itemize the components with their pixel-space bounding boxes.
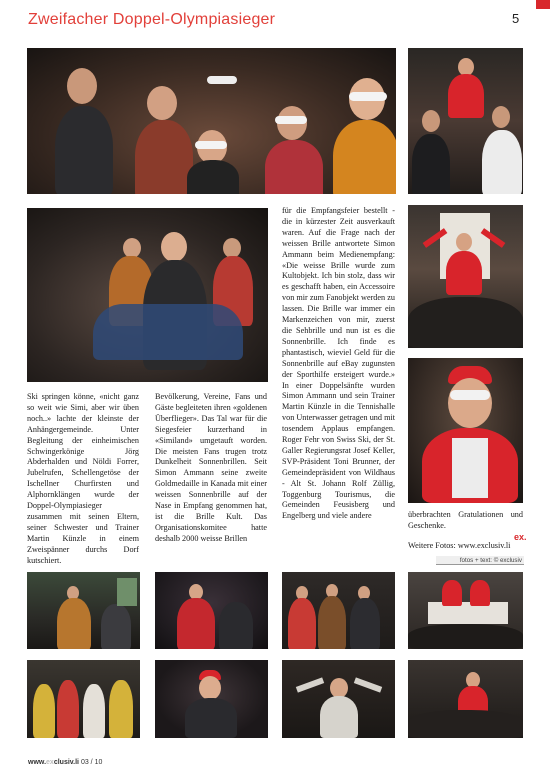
page-title: Zweifacher Doppel-Olympiasieger xyxy=(28,11,276,28)
footer-issue: 03 / 10 xyxy=(80,759,103,766)
more-photos-link[interactable]: Weitere Fotos: www.exclusiv.li xyxy=(408,541,511,550)
photo-ammann-on-shoulders xyxy=(408,48,523,194)
photo-grid-4 xyxy=(408,572,523,649)
photo-ammann-portrait-red-cap xyxy=(408,358,523,503)
article-end-mark: ex. xyxy=(514,532,527,542)
page-footer xyxy=(28,759,102,766)
photo-grid-1 xyxy=(27,572,140,649)
column-3-text: für die Empfangsfeier bestellt - die in kürzester Zeit ausverkauft waren. Auf die Frage nach der weissen Brille antwortete Simon Ammann beim Medienempfang: «Die weisse Brille wurde zum Kultobjekt. Ich bin stolz, dass wir es geschafft haben, ein Accessoire von mir zum Fanobjekt werden zu lassen. Die Brille war immer ein Markenzeichen von mir, zuerst die Sehbrille und nun ist es die Sonnenbrille. Ich finde es phantastisch, wieviel Geld für die Sonnenbrille auf eBay zugunsten der Sporthilfe ersteigert wurde.» In einer Doppelsänfte wurden Simon Ammann und sein Trainer Martin Künzle in die Tennishalle von Unterwasser getragen und mit tosendem Applaus empfangen. Roger Fehr von Swiss Ski, der St. Galler Regierungsrat Josef Keller, SVP-Präsident Toni Brunner, der Gemeindepräsident von Wildhaus - Alt St. Johann Rolf Züllig, Toggenburg Tourismus, die Gemeinden Feusisberg und Engelberg und viele andere xyxy=(282,206,395,521)
column-4-text: überbrachten Gratulationen und Geschenke. xyxy=(408,510,523,530)
photo-ammann-arms-raised xyxy=(408,205,523,348)
photo-crowd-white-sunglasses xyxy=(27,48,396,194)
text-column-3 xyxy=(282,206,395,564)
column-1-text: Ski springen könne, «nicht ganz so weit wie Simi, aber wir üben noch..» lachte der kleinste der Anhängergemeinde. Unter Begleitung der einheimischen Schwingerkönige Jörg Abderhalden und Nöldi Forrer, Jubelrufen, Schellengetöse der Ischellner Churfirsten und Alphornklängen wurde der Doppel-Olympiasieger zusammen mit seinen Eltern, seiner Schwester und Trainer Martin Künzle in einem Zweispänner durchs Dorf kutschiert. xyxy=(27,392,139,565)
photo-grid-2 xyxy=(155,572,268,649)
photo-grid-6 xyxy=(155,660,268,738)
photo-grid-3 xyxy=(282,572,395,649)
footer-domain: clusiv.li xyxy=(53,759,79,766)
photo-credit: fotos + text: © exclusiv xyxy=(436,556,524,565)
photo-grid-7 xyxy=(282,660,395,738)
footer-ex: ex xyxy=(46,759,54,766)
photo-ammann-seated-stage xyxy=(27,208,268,382)
page-number: 5 xyxy=(512,11,520,26)
text-column-1 xyxy=(27,392,139,564)
text-column-4 xyxy=(408,510,523,532)
column-2-text: Bevölkerung, Vereine, Fans und Gäste begleiteten ihren «goldenen Überflieger». Das Tal war für die Siegesfeier kurzerhand in «Similand» umgetauft worden. Die meisten Fans trugen trotz Dunkelheit Sonnenbrillen. Seit Simon Ammann seine zweite Goldmedaille in Kanada mit einer weissen Sonnenbrille auf der Nase in Empfang genommen hat, ist die Brille Kult. Das Organisationskomitee hatte deshalb 2000 weisse Brillen xyxy=(155,392,267,543)
corner-red-bar xyxy=(536,0,550,9)
footer-www: www. xyxy=(28,759,47,766)
text-column-2 xyxy=(155,392,267,564)
photo-grid-5 xyxy=(27,660,140,738)
photo-grid-8 xyxy=(408,660,523,738)
